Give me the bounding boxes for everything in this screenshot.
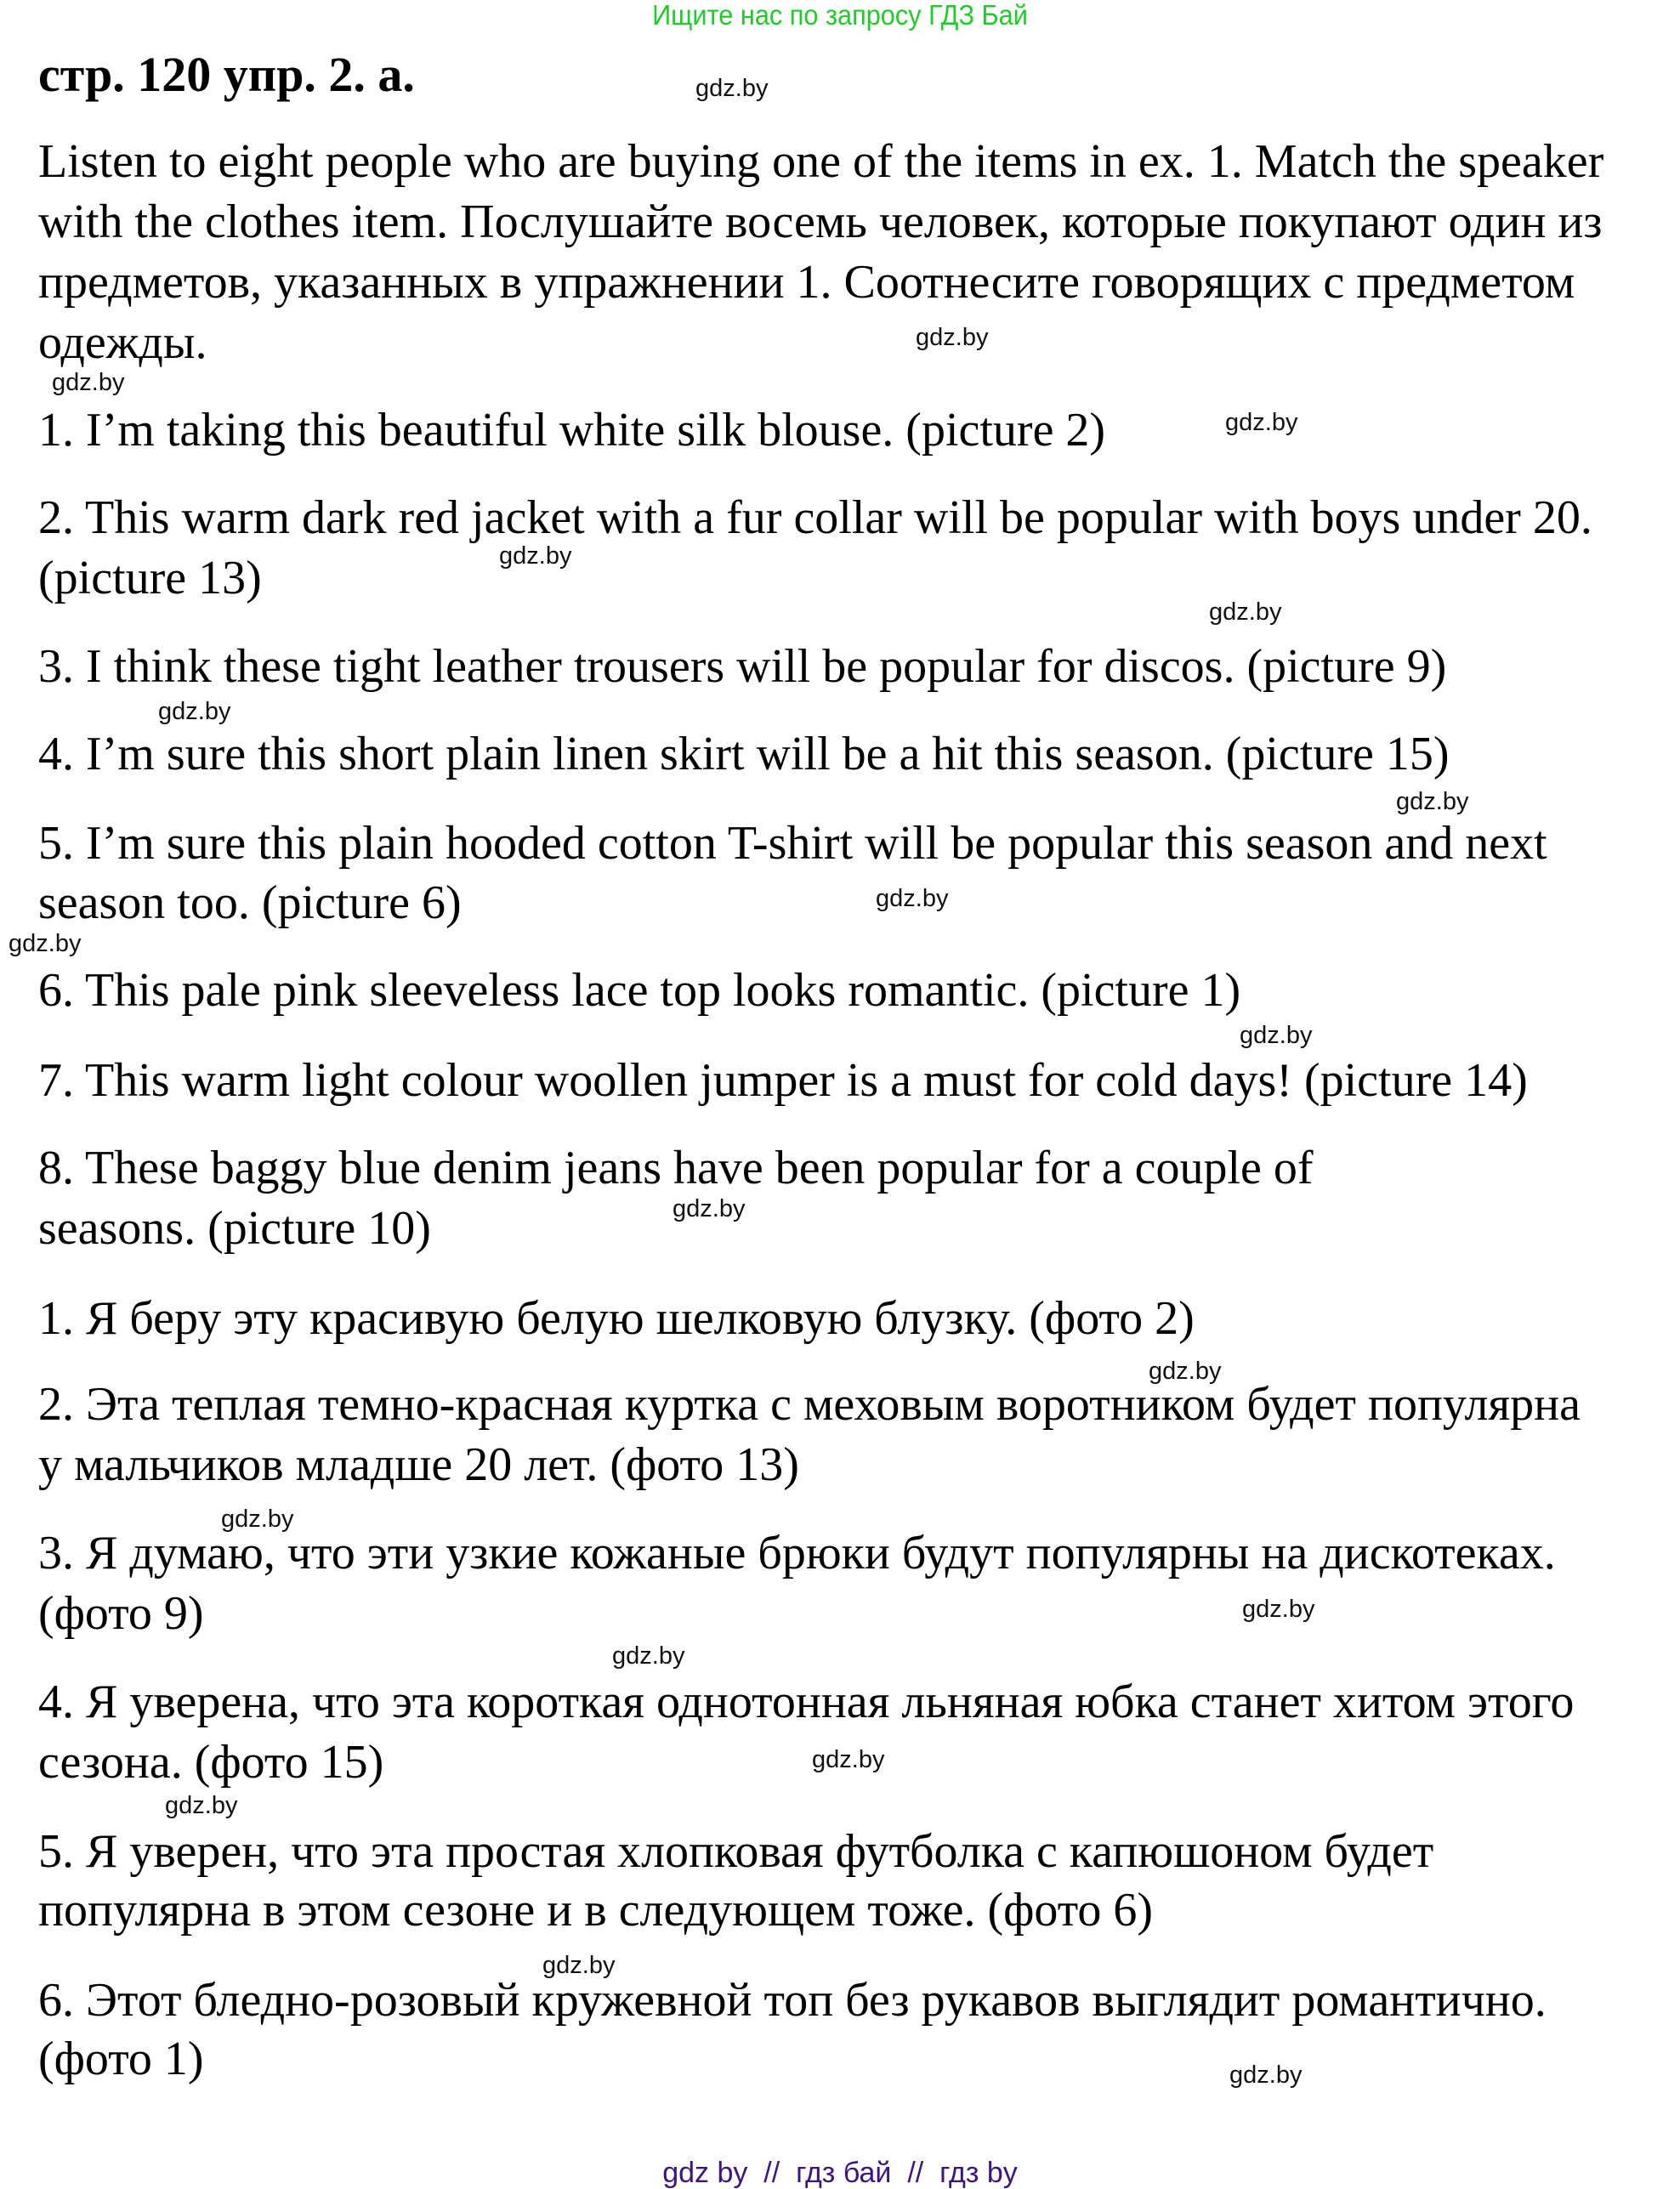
answer-line: (picture 13) bbox=[38, 552, 262, 604]
watermark: gdz.by bbox=[876, 885, 949, 912]
instruction-line: одежды. bbox=[38, 316, 207, 369]
watermark: gdz.by bbox=[221, 1506, 294, 1533]
answer-line: 1. I’m taking this beautiful white silk blouse. (picture 2) bbox=[38, 404, 1106, 457]
watermark: gdz.by bbox=[612, 1642, 685, 1670]
instruction-line: Listen to eight people who are buying one of the items in ex. 1. Match the speaker bbox=[38, 135, 1604, 188]
watermark: gdz.by bbox=[1229, 2061, 1303, 2089]
watermark: gdz.by bbox=[1149, 1358, 1222, 1385]
answer-line: 5. I’m sure this plain hooded cotton T-shirt will be popular this season and next bbox=[38, 817, 1547, 870]
answer-line: популярна в этом сезоне и в следующем тоже. (фото 6) bbox=[38, 1884, 1154, 1937]
watermark: gdz.by bbox=[695, 75, 769, 102]
answer-line: сезона. (фото 15) bbox=[38, 1736, 384, 1789]
answer-line: (фото 1) bbox=[38, 2033, 204, 2085]
page-title: стр. 120 упр. 2. а. bbox=[38, 47, 415, 102]
watermark: gdz.by bbox=[1242, 1596, 1315, 1623]
answer-line: 4. I’m sure this short plain linen skirt will be a hit this season. (picture 15) bbox=[38, 728, 1450, 780]
answer-line: 7. This warm light colour woollen jumper is a must for cold days! (picture 14) bbox=[38, 1054, 1528, 1107]
instruction-line: with the clothes item. Послушайте восемь человек, которые покупают один из bbox=[38, 196, 1603, 248]
instruction-line: предметов, указанных в упражнении 1. Соотнесите говорящих с предметом bbox=[38, 256, 1575, 309]
answer-line: (фото 9) bbox=[38, 1587, 204, 1640]
watermark: gdz.by bbox=[812, 1746, 885, 1773]
watermark: gdz.by bbox=[1240, 1022, 1313, 1049]
watermark: gdz.by bbox=[916, 324, 989, 351]
watermark: gdz.by bbox=[499, 542, 572, 570]
answer-line: 6. Этот бледно-розовый кружевной топ без рукавов выглядит романтично. bbox=[38, 1974, 1547, 2027]
watermark: gdz.by bbox=[1396, 788, 1469, 815]
answer-line: 5. Я уверен, что эта простая хлопковая футболка с капюшоном будет bbox=[38, 1825, 1434, 1878]
watermark: gdz.by bbox=[52, 369, 125, 396]
answer-line: 3. I think these tight leather trousers will be popular for discos. (picture 9) bbox=[38, 640, 1447, 693]
watermark: gdz.by bbox=[542, 1952, 616, 1979]
answer-line: 3. Я думаю, что эти узкие кожаные брюки будут популярны на дискотеках. bbox=[38, 1527, 1556, 1579]
watermark: gdz.by bbox=[673, 1195, 746, 1222]
answer-line: season too. (picture 6) bbox=[38, 876, 462, 929]
answer-line: seasons. (picture 10) bbox=[38, 1202, 431, 1255]
answer-line: 4. Я уверена, что эта короткая однотонная льняная юбка станет хитом этого bbox=[38, 1676, 1575, 1728]
answer-line: 8. These baggy blue denim jeans have been popular for a couple of bbox=[38, 1142, 1314, 1194]
answer-line: 1. Я беру эту красивую белую шелковую блузку. (фото 2) bbox=[38, 1292, 1195, 1345]
watermark: gdz.by bbox=[158, 698, 231, 725]
watermark: gdz.by bbox=[9, 930, 82, 957]
watermark: gdz.by bbox=[1209, 598, 1282, 626]
header-ad-banner[interactable]: Ищите нас по запросу ГДЗ Бай bbox=[652, 0, 1028, 31]
watermark: gdz.by bbox=[165, 1792, 238, 1819]
answer-line: 6. This pale pink sleeveless lace top looks romantic. (picture 1) bbox=[38, 964, 1241, 1017]
footer-links[interactable]: gdz by // гдз бай // гдз by bbox=[662, 2157, 1018, 2189]
answer-line: 2. Эта теплая темно-красная куртка с меховым воротником будет популярна bbox=[38, 1378, 1581, 1431]
watermark: gdz.by bbox=[1225, 409, 1298, 436]
answer-line: 2. This warm dark red jacket with a fur collar will be popular with boys under 20. bbox=[38, 491, 1592, 544]
answer-line: у мальчиков младше 20 лет. (фото 13) bbox=[38, 1438, 799, 1491]
